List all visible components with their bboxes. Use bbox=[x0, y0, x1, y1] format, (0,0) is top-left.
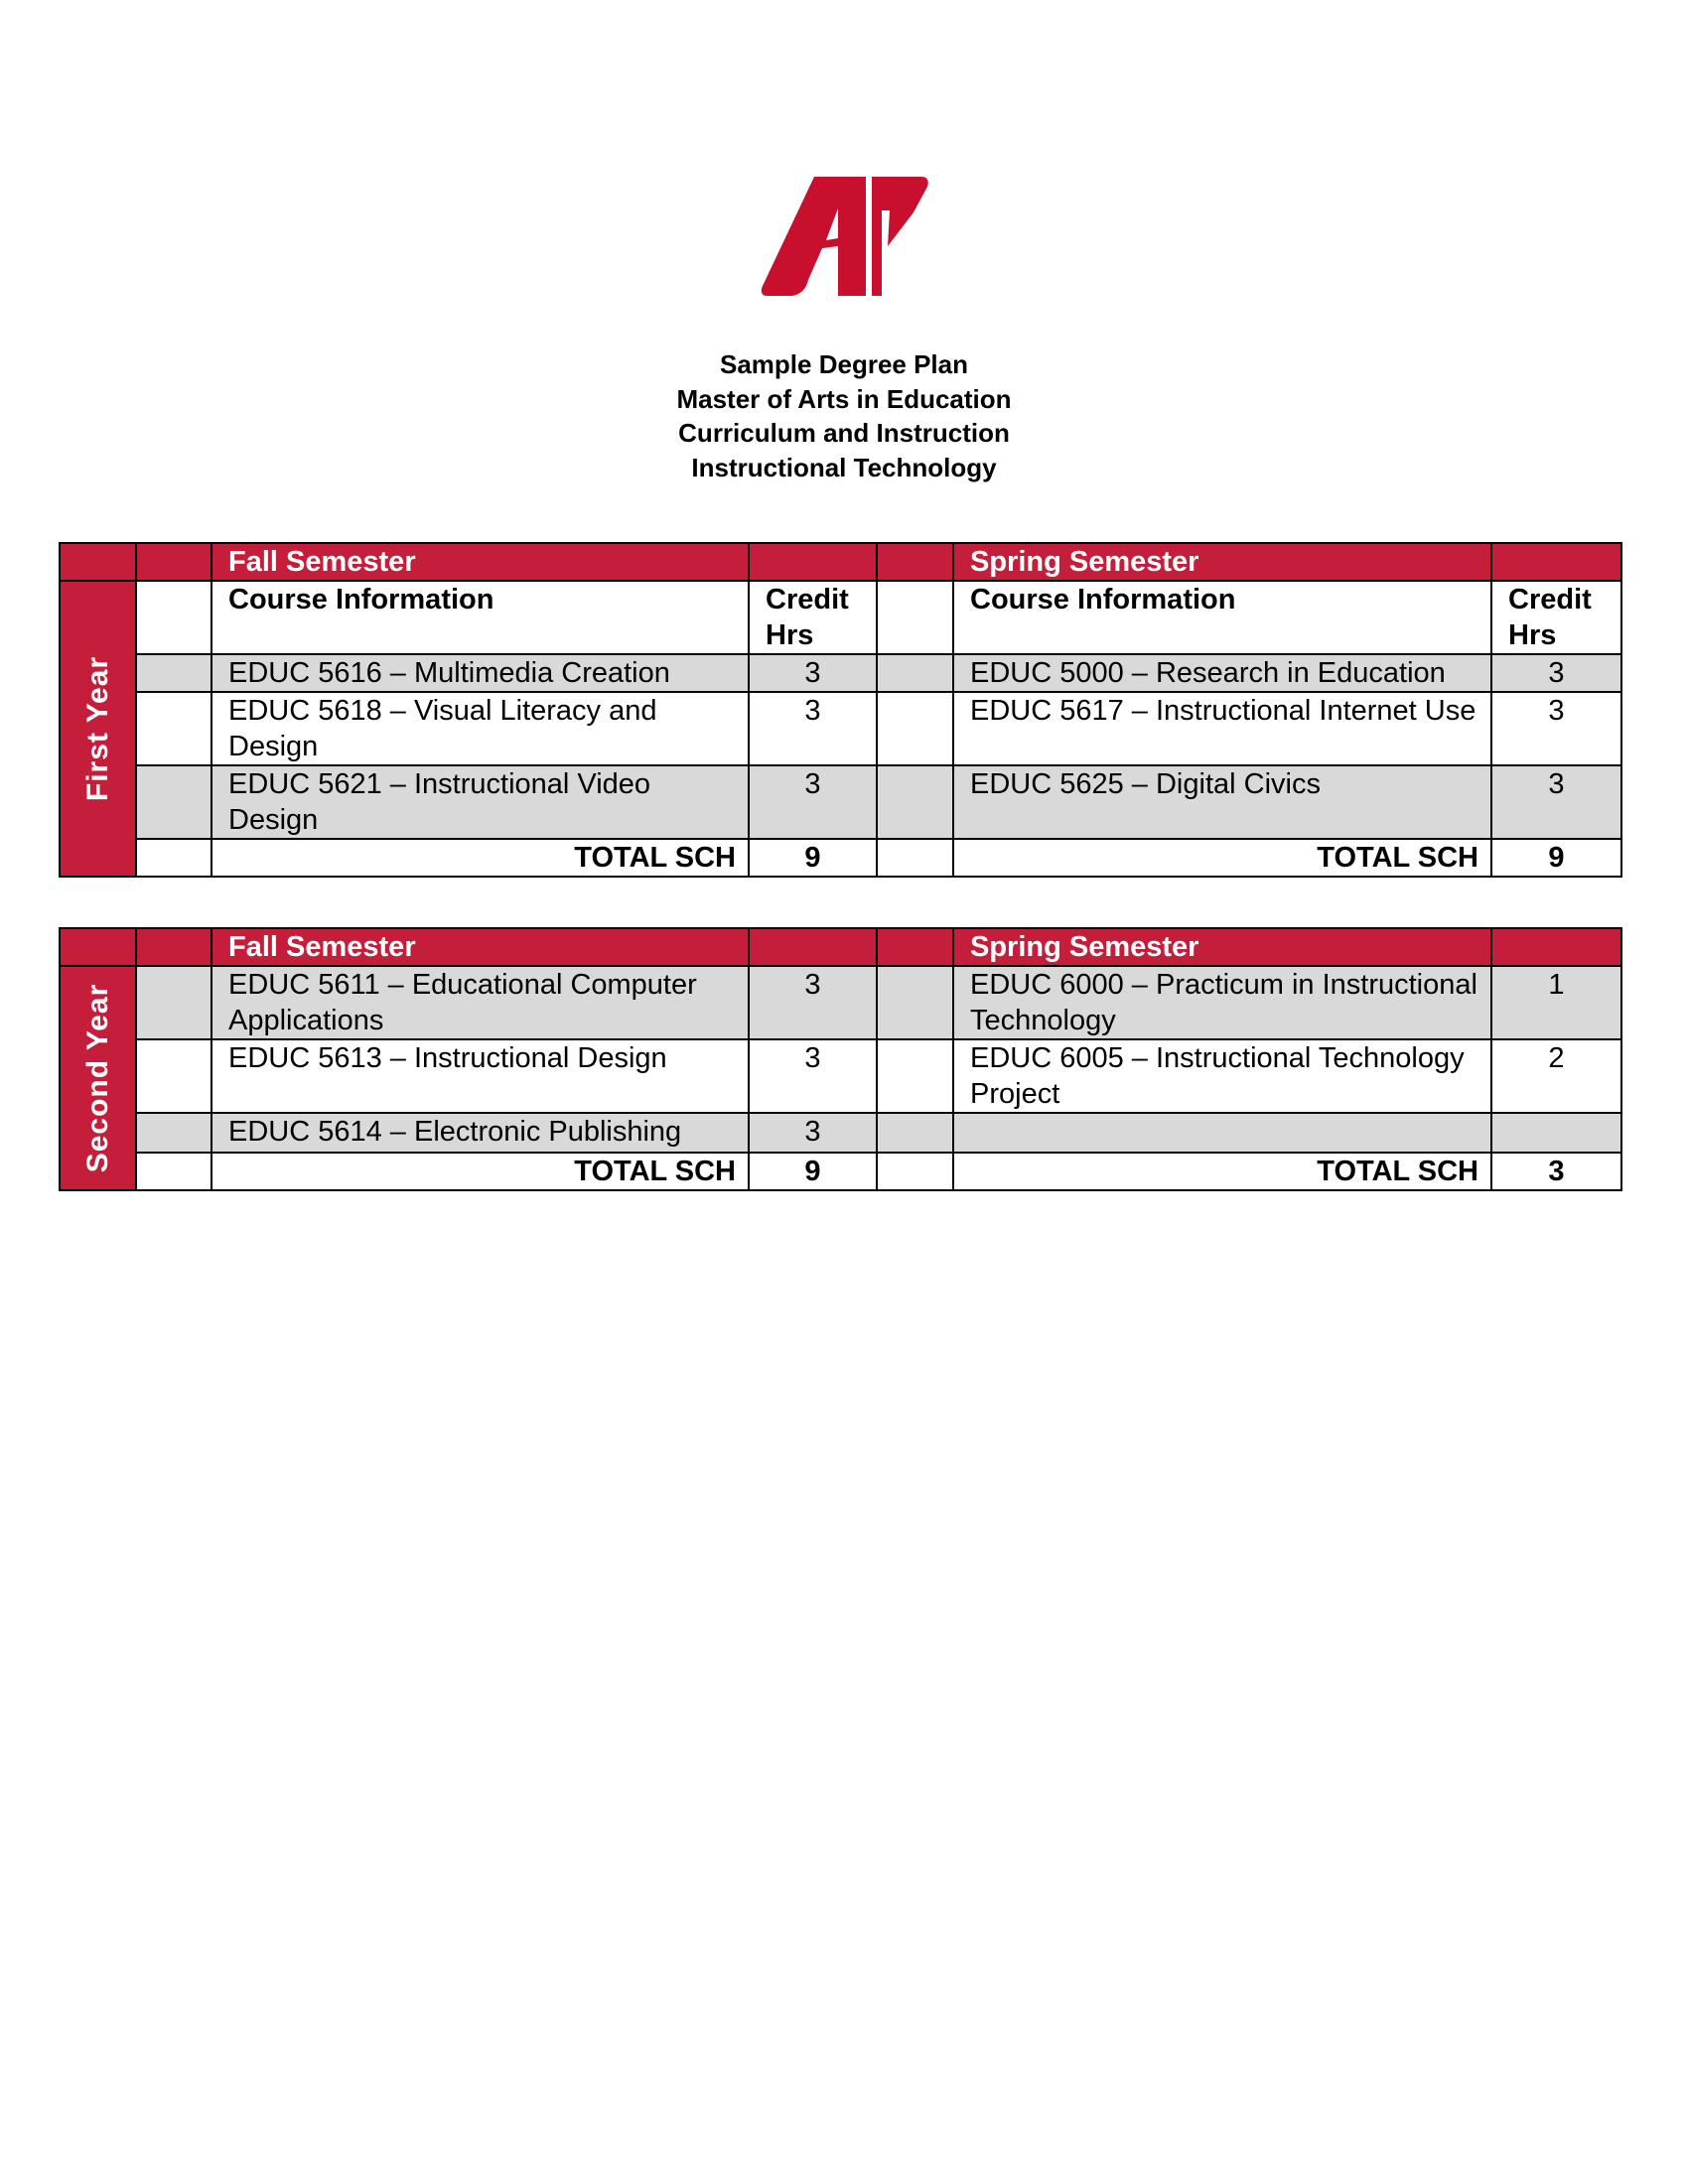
spring-course-credits: 3 bbox=[1491, 765, 1621, 839]
spring-semester-header: Spring Semester bbox=[953, 543, 1491, 581]
spring-total-value: 3 bbox=[1491, 1153, 1621, 1190]
blank-cell bbox=[136, 692, 211, 765]
year-label: First Year bbox=[80, 655, 114, 802]
fall-course-name: EDUC 5614 – Electronic Publishing bbox=[211, 1113, 749, 1153]
fall-total-value: 9 bbox=[749, 839, 877, 877]
fall-course-credits: 3 bbox=[749, 765, 877, 839]
course-row bbox=[60, 654, 1621, 692]
blank-cell bbox=[136, 1039, 211, 1113]
blank-cell bbox=[136, 1113, 211, 1153]
header-blank bbox=[749, 928, 877, 966]
spring-total-label: TOTAL SCH bbox=[953, 839, 1491, 877]
blank-cell bbox=[877, 966, 953, 1039]
fall-course-name: EDUC 5611 – Educational Computer Applications bbox=[211, 966, 749, 1039]
header-blank bbox=[136, 928, 211, 966]
blank-cell bbox=[136, 765, 211, 839]
spring-course-credits: 2 bbox=[1491, 1039, 1621, 1113]
ap-logo-icon bbox=[757, 149, 931, 326]
header-blank bbox=[1491, 543, 1621, 581]
header-blank bbox=[1491, 928, 1621, 966]
course-row bbox=[60, 1039, 1621, 1113]
spring-course-credits-empty bbox=[1491, 1113, 1621, 1153]
first-year-table bbox=[59, 542, 1622, 878]
fall-semester-header: Fall Semester bbox=[211, 928, 749, 966]
concentration-line: Instructional Technology bbox=[691, 452, 997, 482]
blank-cell bbox=[136, 654, 211, 692]
year-label-cell bbox=[60, 966, 136, 1190]
credit-hrs-header: Credit Hrs bbox=[749, 581, 877, 654]
header-blank bbox=[60, 543, 136, 581]
spring-course-name: EDUC 6000 – Practicum in Instructional Technology bbox=[953, 966, 1491, 1039]
program-line: Curriculum and Instruction bbox=[678, 418, 1010, 448]
spring-course-name: EDUC 5000 – Research in Education bbox=[953, 654, 1491, 692]
year-label-cell bbox=[60, 581, 136, 877]
header-blank bbox=[136, 543, 211, 581]
blank-cell bbox=[877, 1153, 953, 1190]
fall-course-name: EDUC 5618 – Visual Literacy and Design bbox=[211, 692, 749, 765]
fall-course-name: EDUC 5613 – Instructional Design bbox=[211, 1039, 749, 1113]
credit-hrs-header: Credit Hrs bbox=[1491, 581, 1621, 654]
university-logo bbox=[757, 149, 931, 326]
spring-total-label: TOTAL SCH bbox=[953, 1153, 1491, 1190]
spring-total-value: 9 bbox=[1491, 839, 1621, 877]
blank-cell bbox=[136, 839, 211, 877]
semester-header-row bbox=[60, 543, 1621, 581]
blank-cell bbox=[877, 581, 953, 654]
spring-course-credits: 3 bbox=[1491, 654, 1621, 692]
course-info-header: Course Information bbox=[211, 581, 749, 654]
header-blank bbox=[877, 543, 953, 581]
course-info-header: Course Information bbox=[953, 581, 1491, 654]
document-title bbox=[0, 347, 1688, 484]
year-label: Second Year bbox=[80, 983, 114, 1173]
course-row bbox=[60, 1113, 1621, 1153]
column-header-row bbox=[60, 581, 1621, 654]
blank-cell bbox=[877, 1113, 953, 1153]
header-blank bbox=[60, 928, 136, 966]
blank-cell bbox=[877, 692, 953, 765]
fall-course-name: EDUC 5621 – Instructional Video Design bbox=[211, 765, 749, 839]
header-blank bbox=[749, 543, 877, 581]
fall-course-credits: 3 bbox=[749, 966, 877, 1039]
fall-total-value: 9 bbox=[749, 1153, 877, 1190]
spring-semester-header: Spring Semester bbox=[953, 928, 1491, 966]
spring-course-name-empty bbox=[953, 1113, 1491, 1153]
header-blank bbox=[877, 928, 953, 966]
fall-course-credits: 3 bbox=[749, 1039, 877, 1113]
semester-header-row bbox=[60, 928, 1621, 966]
blank-cell bbox=[877, 765, 953, 839]
fall-course-credits: 3 bbox=[749, 654, 877, 692]
blank-cell bbox=[136, 581, 211, 654]
fall-course-credits: 3 bbox=[749, 1113, 877, 1153]
spring-course-name: EDUC 5617 – Instructional Internet Use bbox=[953, 692, 1491, 765]
degree-line: Master of Arts in Education bbox=[676, 383, 1012, 414]
spring-course-name: EDUC 5625 – Digital Civics bbox=[953, 765, 1491, 839]
title-line: Sample Degree Plan bbox=[720, 349, 968, 379]
course-row bbox=[60, 692, 1621, 765]
total-row bbox=[60, 1153, 1621, 1190]
second-year-table bbox=[59, 927, 1622, 1191]
fall-total-label: TOTAL SCH bbox=[211, 839, 749, 877]
spring-course-credits: 3 bbox=[1491, 692, 1621, 765]
spring-course-credits: 1 bbox=[1491, 966, 1621, 1039]
spring-course-name: EDUC 6005 – Instructional Technology Project bbox=[953, 1039, 1491, 1113]
course-row bbox=[60, 966, 1621, 1039]
blank-cell bbox=[136, 1153, 211, 1190]
blank-cell bbox=[136, 966, 211, 1039]
blank-cell bbox=[877, 1039, 953, 1113]
blank-cell bbox=[877, 839, 953, 877]
fall-course-credits: 3 bbox=[749, 692, 877, 765]
fall-total-label: TOTAL SCH bbox=[211, 1153, 749, 1190]
fall-semester-header: Fall Semester bbox=[211, 543, 749, 581]
course-row bbox=[60, 765, 1621, 839]
fall-course-name: EDUC 5616 – Multimedia Creation bbox=[211, 654, 749, 692]
total-row bbox=[60, 839, 1621, 877]
blank-cell bbox=[877, 654, 953, 692]
